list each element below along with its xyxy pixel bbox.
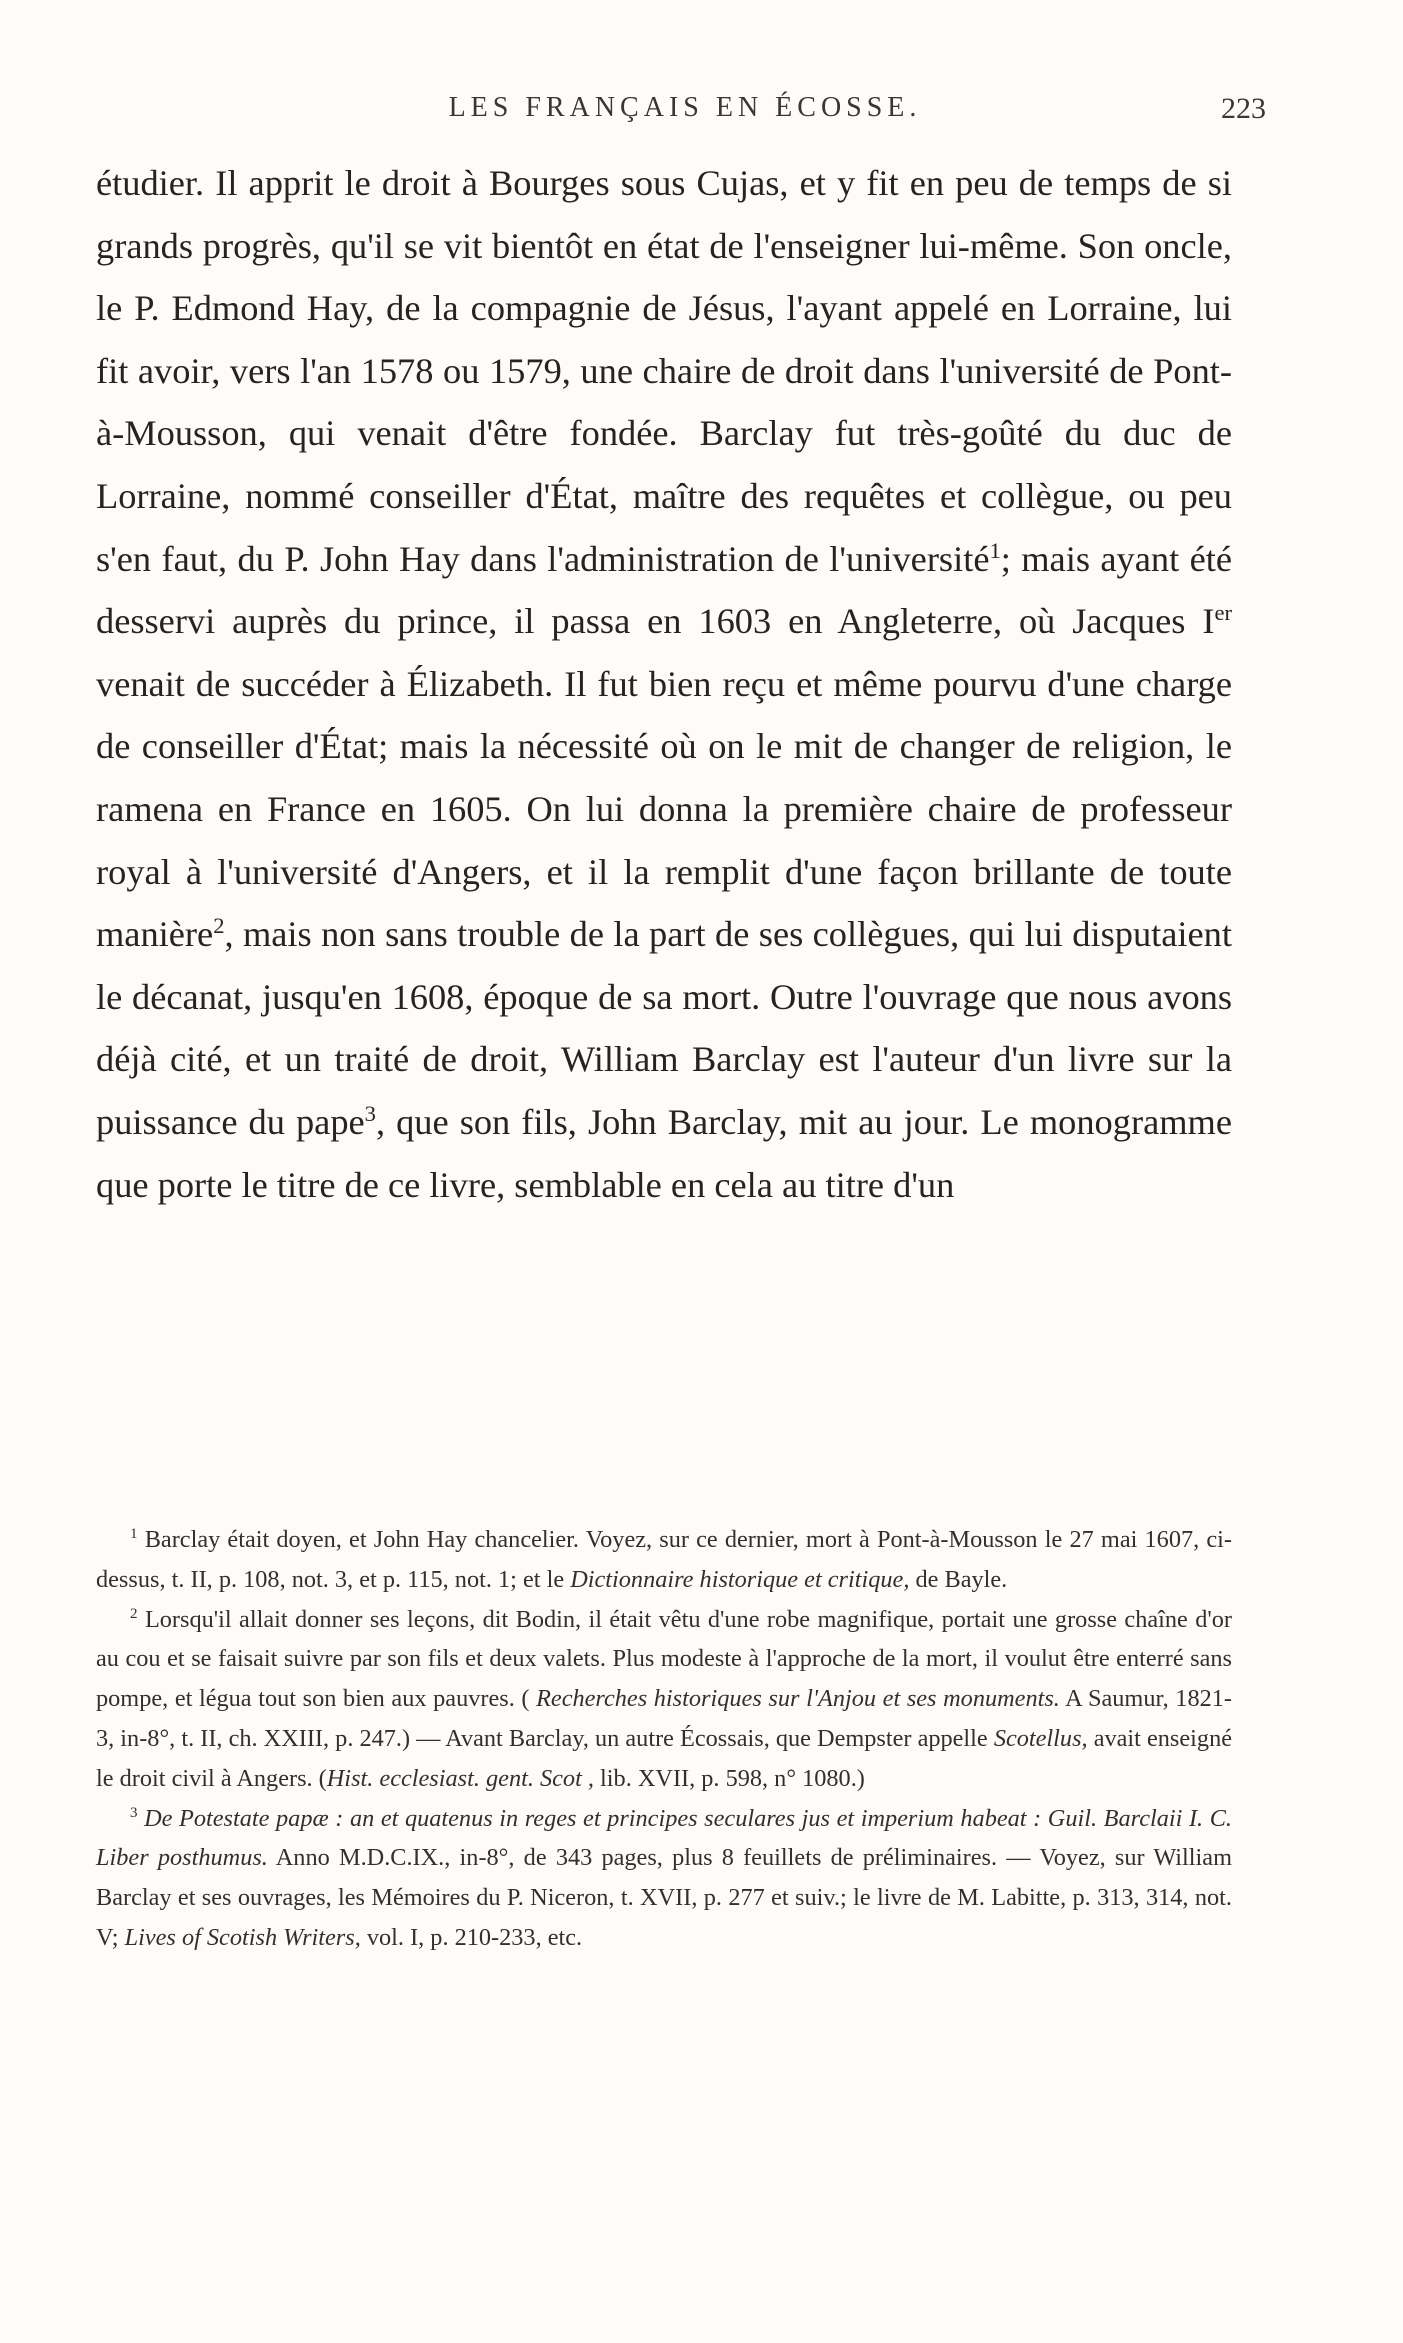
footnote-2-text-g: lib. XVII, p. 598, n° 1080.) xyxy=(593,1764,865,1792)
page-header xyxy=(96,92,1274,132)
page-number: 223 xyxy=(1221,92,1266,125)
footnote-2-text-c: A Saumur, 1821-3, in-8°, t. II, ch. XXIII, p. 247.) — Avant Barclay, un autre Écossais, que Dempster appelle xyxy=(96,1685,1232,1752)
main-text-part-3: venait de succéder à Élizabeth. Il fut bien reçu et même pourvu d'une charge de conseiller d'État; mais la nécessité où on le mit de changer de religion, le ramena en France en 1605. On lui donna la première chaire de professeur royal à l'université d'Angers, et il la remplit d'une façon brillante de toute manière xyxy=(96,663,1232,955)
footnote-2-title: Recherches historiques sur l'Anjou et ses monuments. xyxy=(536,1685,1060,1713)
main-text-part-5: , que son fils, John Barclay, mit au jour. Le monogramme que porte le titre de ce livre, semblable en cela au titre d'un xyxy=(96,1101,1232,1205)
main-text-part-4: , mais non sans trouble de la part de ses collègues, qui lui disputaient le décanat, jusqu'en 1608, époque de sa mort. Outre l'ouvrage que nous avons déjà cité, et un traité de droit, William Barclay est l'auteur d'un livre sur la puissance du pape xyxy=(96,914,1232,1142)
main-text-part-1: étudier. Il apprit le droit à Bourges sous Cujas, et y fit en peu de temps de si grands progrès, qu'il se vit bientôt en état de l'enseigner lui-même. Son oncle, le P. Edmond Hay, de la compagnie de Jésus, l'ayant appelé en Lorraine, lui fit avoir, vers l'an 1578 ou 1579, une chaire de droit dans l'université de Pont-à-Mousson, qui venait d'être fondée. Barclay fut très-goûté du duc de Lorraine, nommé conseiller d'État, maître des requêtes et collègue, ou peu s'en faut, du P. John Hay dans l'administration de l'université xyxy=(96,163,1232,579)
footnote-2-scotellus: Scotellus, xyxy=(993,1724,1088,1752)
main-text-part-2: ; mais ayant été desservi auprès du prince, il passa en 1603 en Angleterre, où Jacques I xyxy=(96,538,1232,642)
footnotes xyxy=(96,1520,1232,1958)
footnote-3-text-b: Anno M.D.C.IX., in-8°, de 343 pages, plus 8 feuillets de préliminaires. — Voyez, sur William Barclay et ses ouvrages, les Mémoires du P. Niceron, t. XVII, p. 277 et suiv.; le livre de M. Labitte, p. 313, 314, not. V; xyxy=(96,1844,1232,1951)
footnote-ref-3: 3 xyxy=(364,1100,376,1126)
footnote-mark-1: 1 xyxy=(130,1525,138,1542)
footnote-mark-3: 3 xyxy=(130,1804,138,1821)
footnote-1-text-a: Barclay était doyen, et John Hay chancelier. Voyez, sur ce dernier, mort à Pont-à-Mousson le 27 mai 1607, ci-dessus, t. II, p. 108, not. 3, et p. 115, not. 1; et le xyxy=(96,1526,1232,1593)
footnote-ref-2: 2 xyxy=(213,913,225,938)
footnote-3-text-d: vol. I, p. 210-233, etc. xyxy=(360,1923,583,1951)
footnote-3 xyxy=(96,1799,1232,1958)
footnote-ref-1: 1 xyxy=(989,537,1001,563)
footnote-3-lives-title: Lives of Scotish Writers, xyxy=(124,1923,361,1951)
footnote-2-text-e: avait enseigné le droit civil à Angers. ( xyxy=(96,1724,1232,1792)
footnote-1-text-c: de Bayle. xyxy=(909,1565,1008,1593)
main-text xyxy=(96,152,1232,1216)
running-title: LES FRANÇAIS EN ÉCOSSE. xyxy=(448,92,922,123)
footnote-1 xyxy=(96,1520,1232,1600)
footnote-1-title: Dictionnaire historique et critique, xyxy=(570,1565,910,1593)
footnote-2 xyxy=(96,1600,1232,1799)
footnote-2-text-a: Lorsqu'il allait donner ses leçons, dit Bodin, il était vêtu d'une robe magnifique, portait une grosse chaîne d'or au cou et se faisait suivre par son fils et deux valets. Plus modeste à l'approche de la mort, il voulut être enterré sans pompe, et légua tout son bien aux pauvres. ( xyxy=(96,1605,1232,1713)
footnote-2-hist-title: Hist. ecclesiast. gent. Scot , xyxy=(326,1764,594,1792)
footnote-mark-2: 2 xyxy=(130,1605,138,1622)
footnote-3-title: De Potestate papæ : an et quatenus in reges et principes seculares jus et imperium habeat : Guil. Barclaii I. C. Liber posthumus. xyxy=(96,1804,1232,1872)
superscript-er: er xyxy=(1214,600,1232,626)
